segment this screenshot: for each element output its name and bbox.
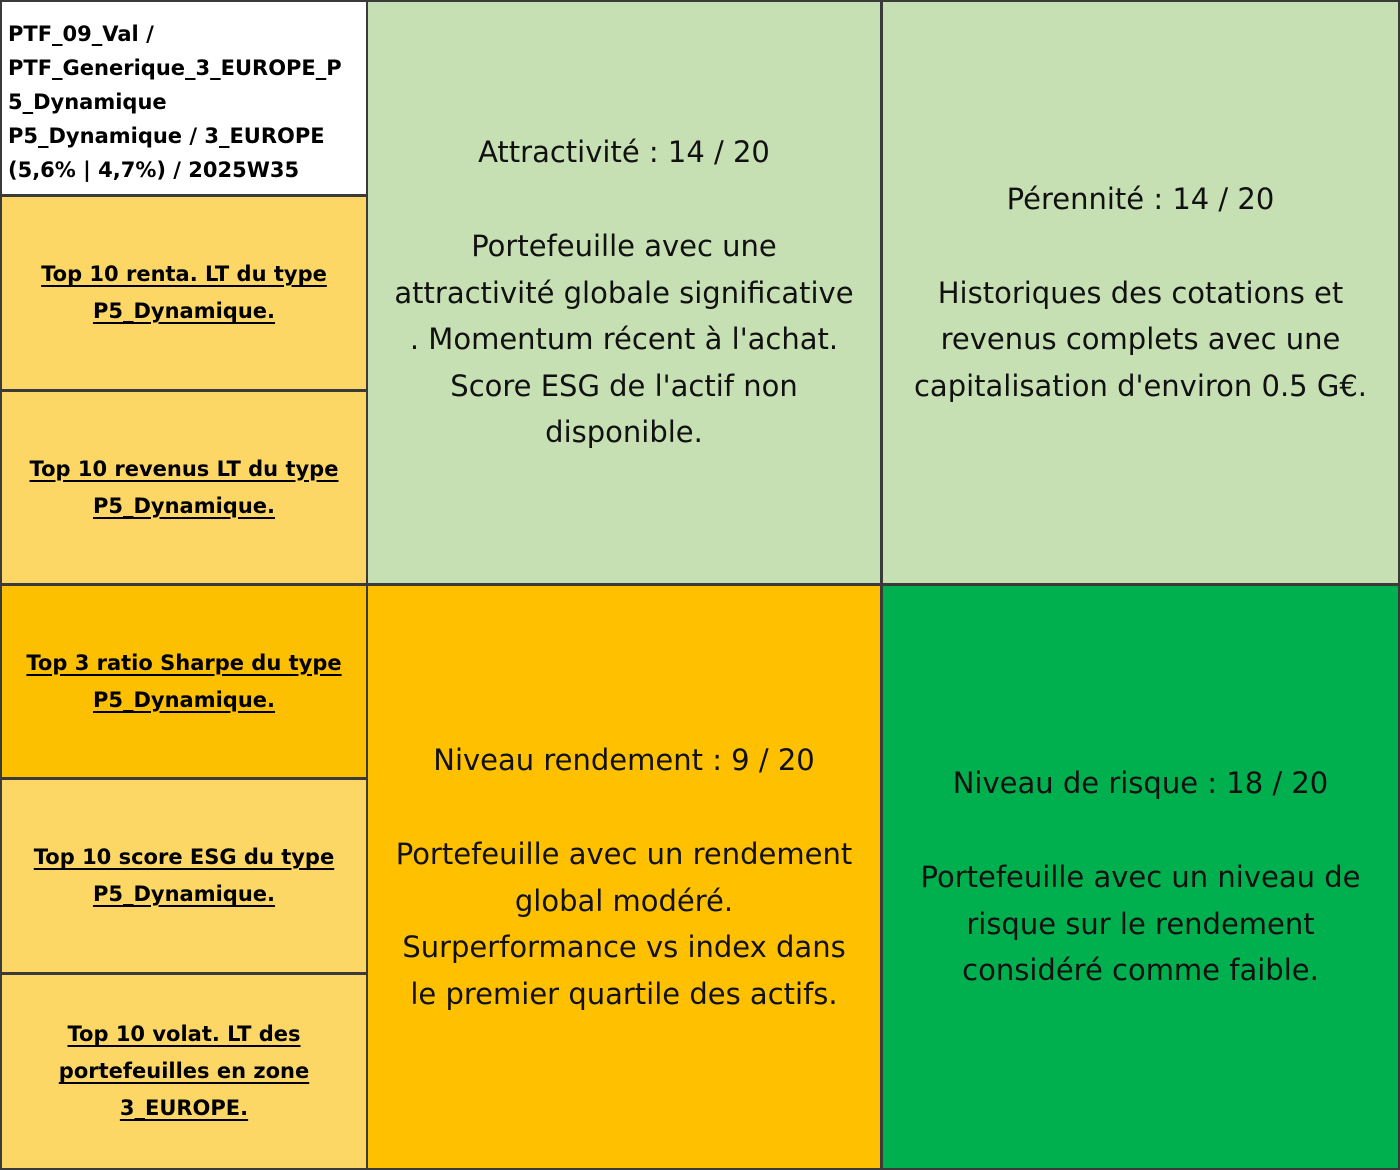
top10-volat-link-line[interactable]: 3_EUROPE. — [119, 1096, 249, 1120]
perennite-score-title: Pérennité : 14 / 20 — [1006, 181, 1275, 216]
rendement-description-line: global modéré. — [514, 883, 734, 918]
rendement-description-line: le premier quartile des actifs. — [410, 976, 838, 1011]
header-line: PTF_Generique_3_EUROPE_P — [8, 56, 342, 80]
attractivite-score-title: Attractivité : 14 / 20 — [478, 135, 770, 170]
top10-esg-link-cell[interactable] — [2, 780, 366, 972]
top10-renta-link-line[interactable]: Top 10 renta. LT du type — [41, 262, 327, 286]
attractivite-description-line: attractivité globale significative — [394, 275, 854, 310]
top10-revenus-link-line[interactable]: Top 10 revenus LT du type — [29, 456, 339, 481]
attractivite-panel — [368, 2, 880, 583]
perennite-description-line: capitalisation d'environ 0.5 G€. — [913, 368, 1367, 403]
top3-sharpe-link-line[interactable]: Top 3 ratio Sharpe du type — [26, 650, 342, 675]
rendement-panel — [368, 586, 880, 1168]
risque-description-line: Portefeuille avec un niveau de — [920, 860, 1361, 895]
perennite-description-line: revenus complets avec une — [940, 322, 1341, 357]
top10-volat-link-line[interactable]: Top 10 volat. LT des — [67, 1022, 301, 1046]
top10-revenus-link-line[interactable]: P5_Dynamique. — [92, 493, 276, 518]
risque-panel — [883, 586, 1398, 1168]
perennite-panel — [883, 2, 1398, 583]
header-line: P5_Dynamique / 3_EUROPE — [8, 124, 325, 148]
header-line: 5_Dynamique — [8, 90, 167, 114]
perennite-description-line: Historiques des cotations et — [937, 275, 1344, 310]
risque-description-line: considéré comme faible. — [962, 953, 1319, 988]
top10-revenus-link-cell[interactable] — [2, 392, 366, 583]
top3-sharpe-link-cell[interactable] — [2, 586, 366, 777]
top3-sharpe-link-line[interactable]: P5_Dynamique. — [92, 687, 276, 712]
top10-esg-link-line[interactable]: Top 10 score ESG du type — [33, 845, 335, 869]
attractivite-description-line: Score ESG de l'actif non — [450, 368, 798, 403]
risque-description-line: risque sur le rendement — [966, 906, 1315, 941]
portfolio-header — [2, 2, 366, 194]
top10-renta-link-cell[interactable] — [2, 197, 366, 389]
rendement-score-title: Niveau rendement : 9 / 20 — [433, 743, 815, 777]
header-line: PTF_09_Val / — [8, 22, 154, 46]
attractivite-description-line: Portefeuille avec une — [471, 229, 777, 264]
rendement-description-line: Surperformance vs index dans — [402, 930, 846, 964]
header-line: (5,6% | 4,7%) / 2025W35 — [8, 158, 300, 182]
top10-esg-link-line[interactable]: P5_Dynamique. — [92, 882, 276, 906]
portfolio-header-text — [8, 17, 342, 187]
rendement-description-line: Portefeuille avec un rendement — [395, 837, 853, 871]
top10-volat-link-cell[interactable] — [2, 975, 366, 1168]
top10-volat-link-line[interactable]: portefeuilles en zone — [58, 1059, 310, 1083]
attractivite-description-line: disponible. — [545, 415, 703, 450]
risque-score-title: Niveau de risque : 18 / 20 — [952, 766, 1329, 801]
attractivite-description-line: . Momentum récent à l'achat. — [409, 322, 839, 357]
top10-renta-link-line[interactable]: P5_Dynamique. — [92, 299, 276, 323]
